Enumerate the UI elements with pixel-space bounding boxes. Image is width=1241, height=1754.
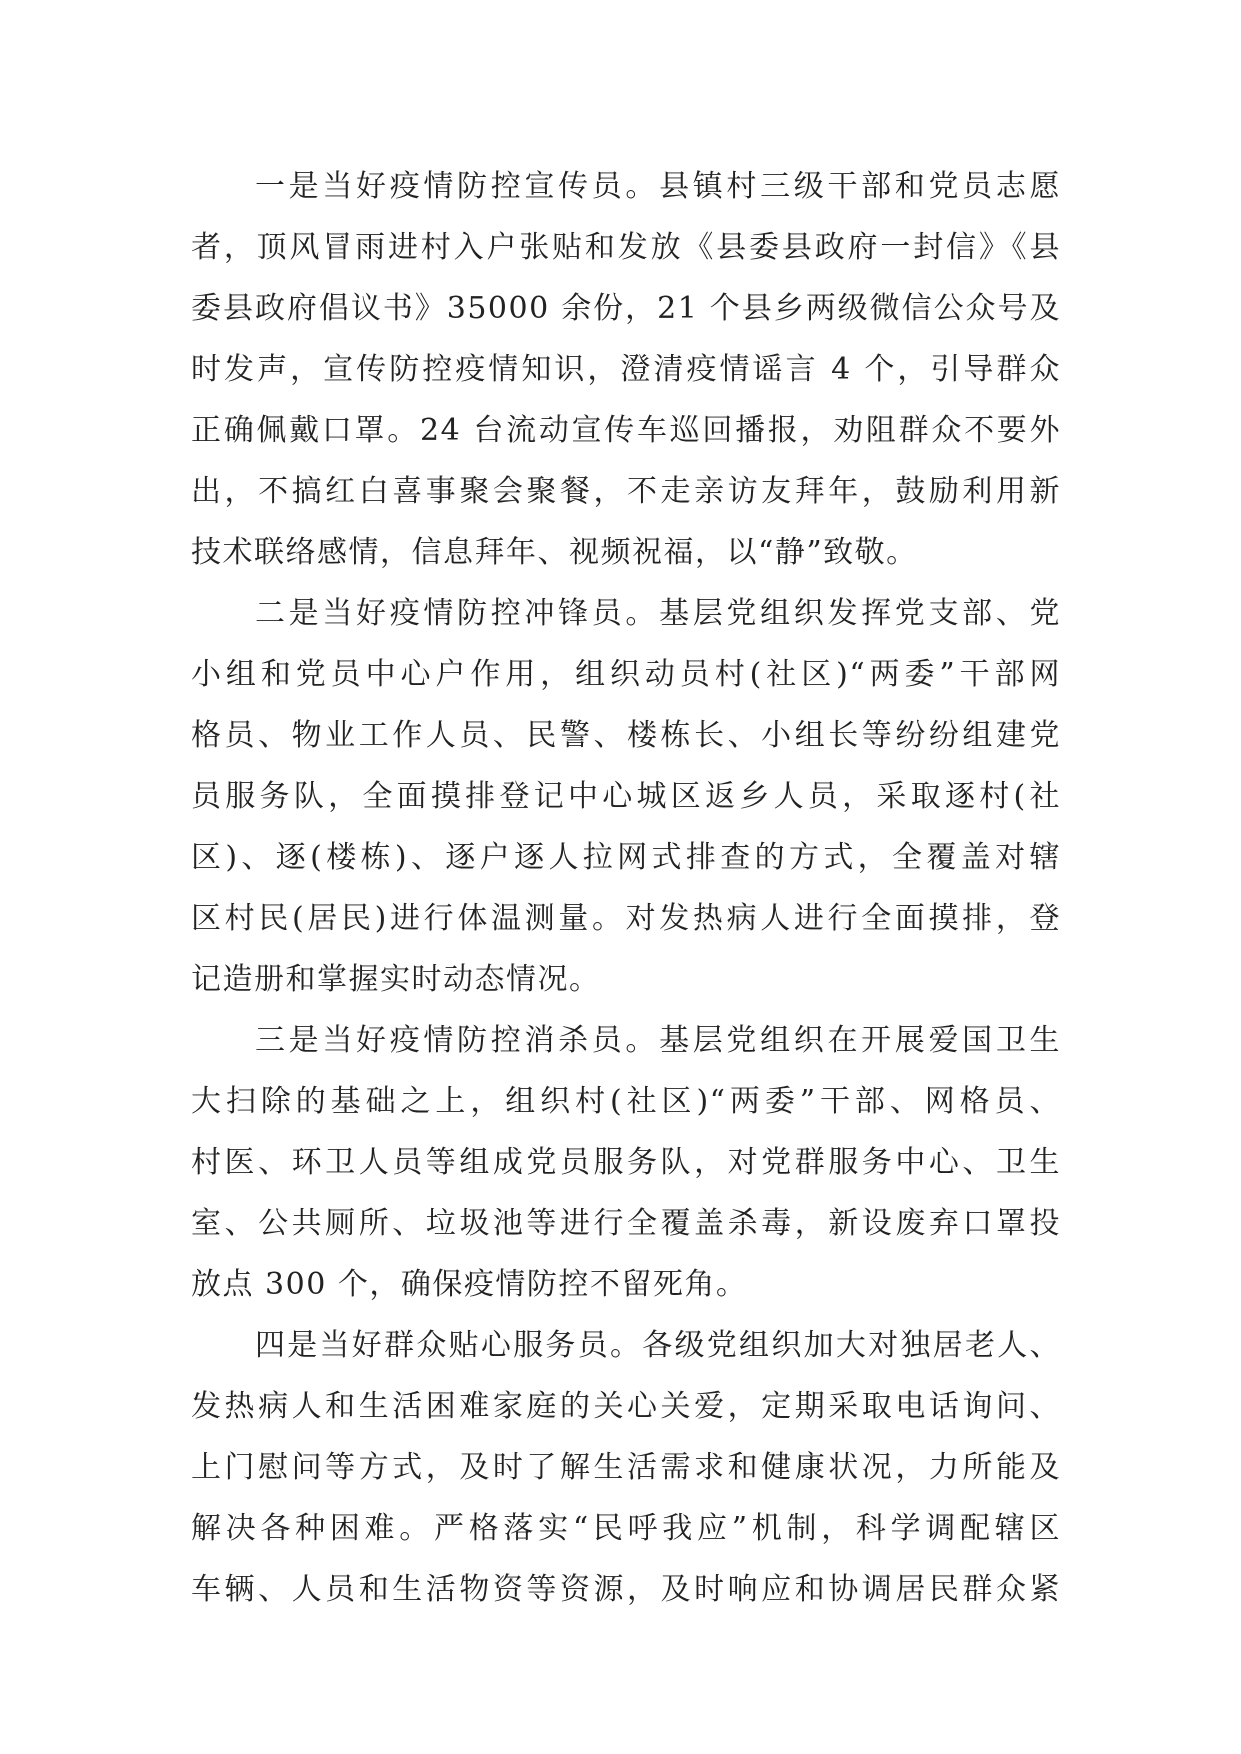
document-body [191, 156, 1061, 1620]
text-line: 室、公共厕所、垃圾池等进行全覆盖杀毒，新设废弃口罩投 [191, 1206, 1061, 1241]
paragraph-publicity [191, 156, 1061, 583]
text-line: 放点 300 个，确保疫情防控不留死角。 [191, 1267, 748, 1302]
text-line: 村医、环卫人员等组成党员服务队，对党群服务中心、卫生 [191, 1145, 1061, 1180]
text-line: 解决各种困难。严格落实“民呼我应”机制，科学调配辖区 [191, 1511, 1061, 1546]
text-line: 时发声，宣传防控疫情知识，澄清疫情谣言 4 个，引导群众 [191, 352, 1061, 387]
text-line: 四是当好群众贴心服务员。各级党组织加大对独居老人、 [255, 1328, 1061, 1363]
text-line: 小组和党员中心户作用，组织动员村(社区)“两委”干部网 [191, 657, 1061, 692]
paragraph-service [191, 1315, 1061, 1620]
text-line: 大扫除的基础之上，组织村(社区)“两委”干部、网格员、 [191, 1084, 1061, 1119]
text-line: 委县政府倡议书》35000 余份，21 个县乡两级微信公众号及 [191, 291, 1061, 326]
text-line: 上门慰问等方式，及时了解生活需求和健康状况，力所能及 [191, 1450, 1061, 1485]
text-line: 者，顶风冒雨进村入户张贴和发放《县委县政府一封信》《县 [191, 230, 1061, 265]
paragraph-vanguard [191, 583, 1061, 1010]
text-line: 区)、逐(楼栋)、逐户逐人拉网式排查的方式，全覆盖对辖 [191, 840, 1061, 875]
text-line: 技术联络感情，信息拜年、视频祝福，以“静”致敬。 [191, 535, 918, 570]
text-line: 记造册和掌握实时动态情况。 [191, 962, 601, 997]
text-line: 车辆、人员和生活物资等资源，及时响应和协调居民群众紧 [191, 1572, 1061, 1607]
text-line: 二是当好疫情防控冲锋员。基层党组织发挥党支部、党 [255, 596, 1061, 631]
text-line: 区村民(居民)进行体温测量。对发热病人进行全面摸排，登 [191, 901, 1061, 936]
text-line: 一是当好疫情防控宣传员。县镇村三级干部和党员志愿 [255, 169, 1061, 204]
paragraph-disinfection [191, 1010, 1061, 1315]
text-line: 三是当好疫情防控消杀员。基层党组织在开展爱国卫生 [255, 1023, 1061, 1058]
text-line: 格员、物业工作人员、民警、楼栋长、小组长等纷纷组建党 [191, 718, 1061, 753]
text-line: 发热病人和生活困难家庭的关心关爱，定期采取电话询问、 [191, 1389, 1061, 1424]
text-line: 出，不搞红白喜事聚会聚餐，不走亲访友拜年，鼓励利用新 [191, 474, 1061, 509]
text-line: 正确佩戴口罩。24 台流动宣传车巡回播报，劝阻群众不要外 [191, 413, 1061, 448]
text-line: 员服务队，全面摸排登记中心城区返乡人员，采取逐村(社 [191, 779, 1061, 814]
